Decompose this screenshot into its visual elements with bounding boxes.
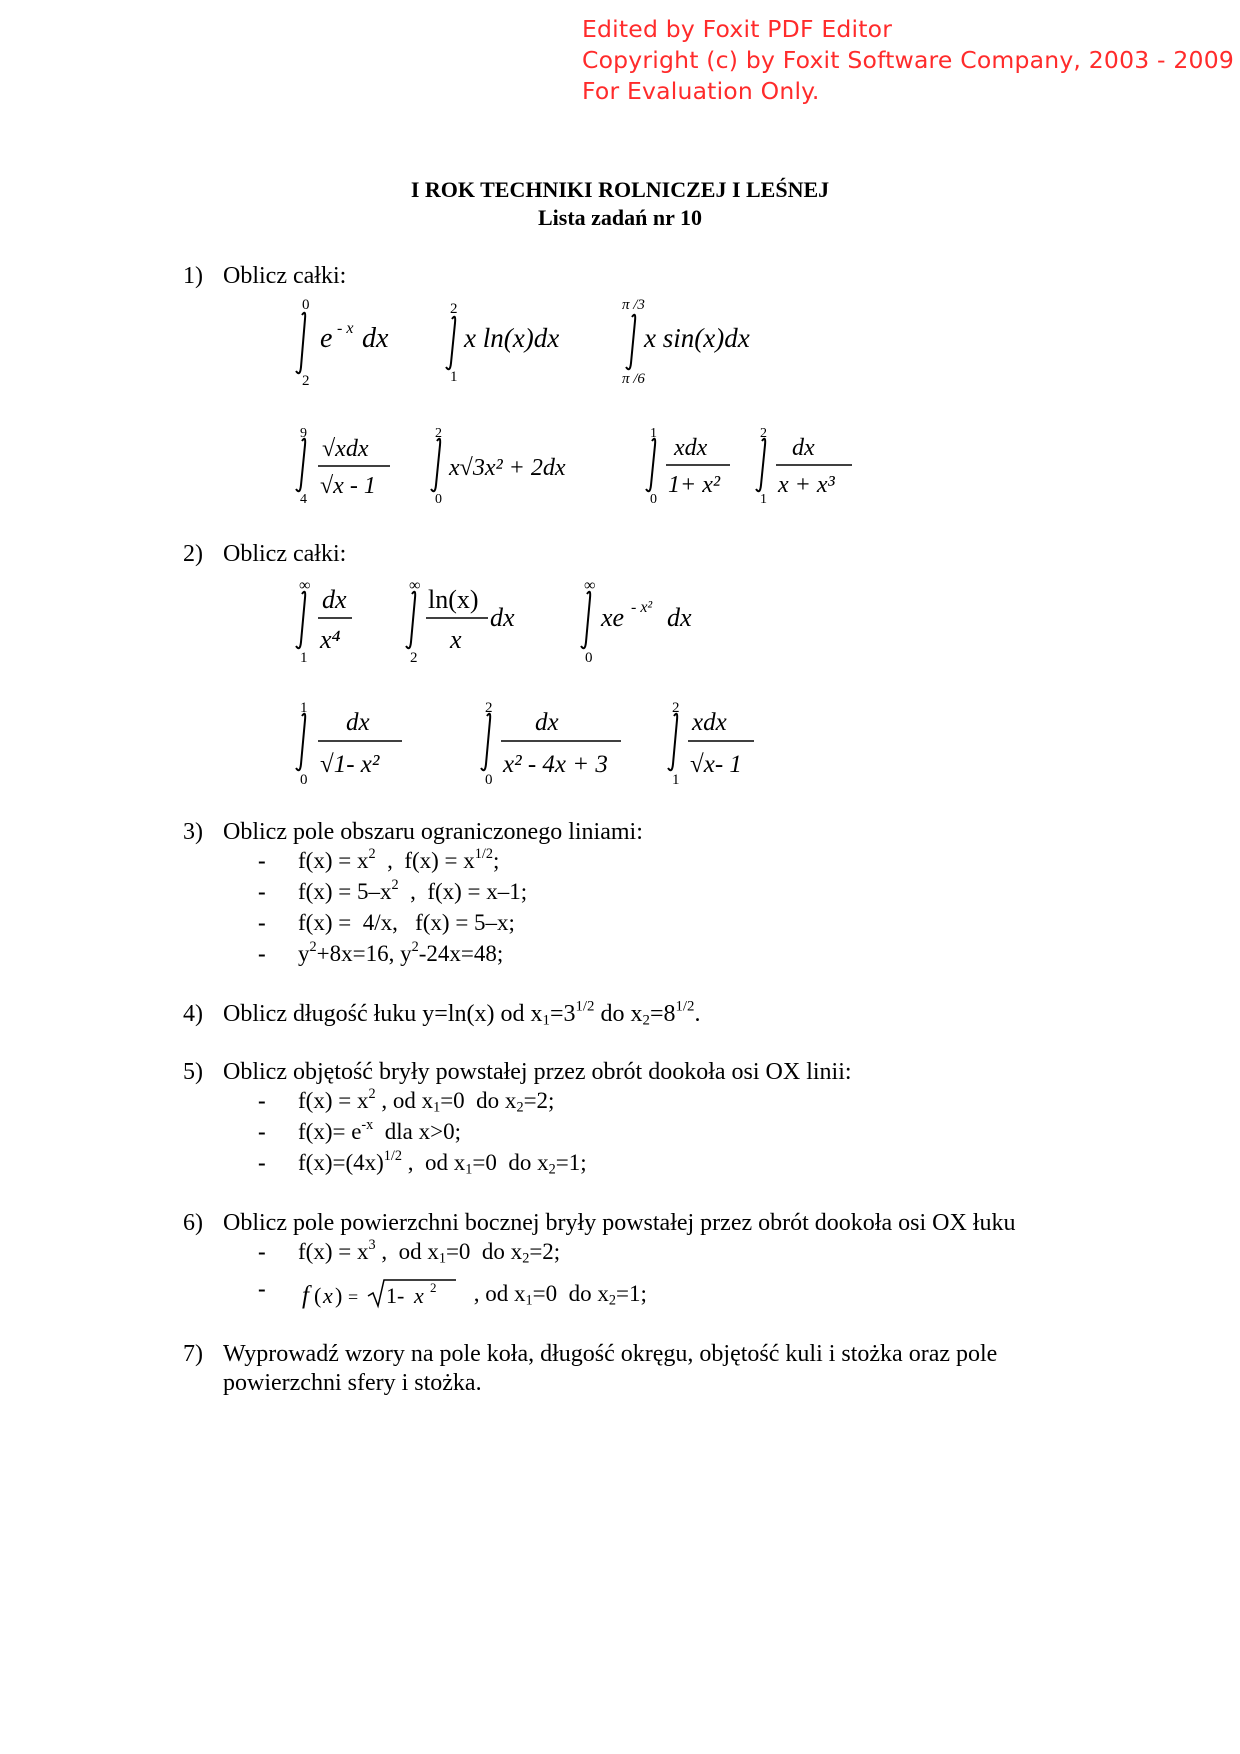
svg-text:1: 1: [450, 369, 458, 385]
svg-text:2: 2: [410, 650, 418, 666]
task-number: 7): [183, 1341, 203, 1367]
svg-text:xdx: xdx: [692, 709, 727, 736]
integral-1-6: [646, 426, 730, 507]
svg-text:1: 1: [300, 700, 308, 716]
svg-text:0: 0: [650, 492, 657, 507]
integral-2-3: [581, 578, 692, 666]
svg-text:0: 0: [435, 492, 442, 507]
svg-text:dx: dx: [667, 603, 692, 632]
svg-text:1: 1: [300, 650, 308, 666]
svg-text:2: 2: [302, 373, 310, 389]
watermark-line-3: For Evaluation Only.: [582, 77, 820, 105]
task1-integrals-row1: [290, 295, 810, 391]
svg-text:0: 0: [300, 772, 308, 788]
sqrt-formula: [298, 1276, 468, 1310]
svg-text:x sin(x)dx: x sin(x)dx: [644, 323, 750, 353]
svg-text:x: x: [414, 1283, 424, 1308]
integral-1-7: [756, 426, 852, 507]
task2-integrals-row1: [290, 578, 730, 668]
document-header: [0, 176, 1240, 232]
svg-text:2: 2: [672, 700, 680, 716]
task-number: 5): [183, 1059, 203, 1085]
task1-integrals-row2: [290, 425, 860, 510]
svg-text:x² - 4x + 3: x² - 4x + 3: [503, 751, 608, 778]
svg-text:x: x: [323, 1283, 333, 1308]
integral-1-5: [431, 426, 566, 507]
task-text: Oblicz objętość bryły powstałej przez obrót dookoła osi OX linii:: [223, 1059, 852, 1085]
svg-text:xdx: xdx: [674, 435, 708, 461]
svg-text:√xdx: √xdx: [322, 436, 369, 462]
watermark-line-1: Edited by Foxit PDF Editor: [582, 15, 893, 43]
task-text: Oblicz pole powierzchni bocznej bryły powstałej przez obrót dookoła osi OX łuku: [223, 1210, 1016, 1236]
integral-1-3: [622, 297, 750, 387]
svg-text:- x²: - x²: [631, 599, 653, 616]
svg-text:√x - 1: √x - 1: [320, 473, 376, 499]
svg-text:0: 0: [302, 297, 310, 313]
integral-1-1: [296, 297, 389, 389]
svg-text:f: f: [302, 1282, 309, 1309]
page-subtitle: Lista zadań nr 10: [537, 205, 702, 230]
svg-text:x + x³: x + x³: [778, 472, 835, 498]
svg-text:2: 2: [435, 426, 442, 441]
svg-text:dx: dx: [490, 603, 515, 632]
svg-text:∞: ∞: [584, 578, 596, 594]
svg-text:π /3: π /3: [622, 297, 645, 313]
svg-text:4: 4: [300, 492, 307, 507]
task-number: 2): [183, 541, 203, 567]
integral-2-4: [296, 700, 402, 788]
svg-text:dx: dx: [792, 435, 815, 461]
task-number: 1): [183, 263, 203, 289]
svg-text:2: 2: [485, 700, 493, 716]
svg-text:π /6: π /6: [622, 371, 645, 387]
svg-text:2: 2: [430, 1280, 437, 1295]
svg-text:x⁴: x⁴: [320, 625, 341, 654]
svg-text:1: 1: [650, 426, 657, 441]
svg-text:9: 9: [300, 426, 307, 441]
svg-text:e: e: [320, 323, 333, 354]
watermark-line-2: Copyright (c) by Foxit Software Company, 2003 - 2009: [582, 46, 1235, 74]
svg-text:1: 1: [760, 492, 767, 507]
svg-text:): ): [335, 1283, 343, 1308]
integral-2-1: [296, 578, 352, 666]
svg-text:ln(x): ln(x): [428, 585, 479, 614]
task-number: 6): [183, 1210, 203, 1236]
svg-text:x ln(x)dx: x ln(x)dx: [464, 323, 560, 353]
svg-text:∞: ∞: [409, 578, 421, 594]
svg-text:dx: dx: [362, 323, 389, 354]
svg-text:xe: xe: [601, 603, 625, 632]
svg-text:2: 2: [450, 301, 458, 317]
svg-text:dx: dx: [346, 709, 370, 736]
integral-2-2: [406, 578, 515, 666]
svg-text:√1- x²: √1- x²: [320, 751, 380, 778]
integral-1-2: [446, 301, 559, 385]
svg-text:x√3x² + 2dx: x√3x² + 2dx: [449, 455, 566, 481]
svg-text:(: (: [314, 1283, 322, 1308]
task-number: 3): [183, 819, 203, 845]
task-text: Oblicz całki:: [223, 541, 347, 567]
svg-text:dx: dx: [322, 585, 347, 614]
integral-2-6: [668, 700, 754, 788]
task-text: Oblicz pole obszaru ograniczonego liniami:: [223, 819, 643, 845]
svg-text:dx: dx: [535, 709, 559, 736]
svg-text:∞: ∞: [299, 578, 311, 594]
page-title: I ROK TECHNIKI ROLNICZEJ I LEŚNEJ: [410, 177, 830, 202]
svg-text:0: 0: [585, 650, 593, 666]
task-number: 4): [183, 1001, 203, 1027]
svg-text:2: 2: [760, 426, 767, 441]
svg-text:0: 0: [485, 772, 493, 788]
task-text: Wyprowadź wzory na pole koła, długość okręgu, objętość kuli i stożka oraz pole powierzchni sfery i stożka.: [223, 1341, 998, 1396]
svg-text:- x: - x: [337, 320, 354, 337]
svg-text:1: 1: [672, 772, 680, 788]
svg-text:=: =: [348, 1287, 359, 1307]
task-text: Oblicz długość łuku y=ln(x) od x: [223, 1001, 543, 1027]
integral-1-4: [296, 426, 390, 507]
integral-2-5: [481, 700, 621, 788]
foxit-watermark: [582, 14, 1234, 107]
svg-text:x: x: [450, 625, 462, 654]
task2-integrals-row2: [290, 700, 770, 790]
svg-text:1+ x²: 1+ x²: [668, 472, 721, 498]
svg-text:√x- 1: √x- 1: [690, 751, 742, 778]
task-text: Oblicz całki:: [223, 263, 347, 289]
svg-text:1-: 1-: [386, 1283, 405, 1308]
